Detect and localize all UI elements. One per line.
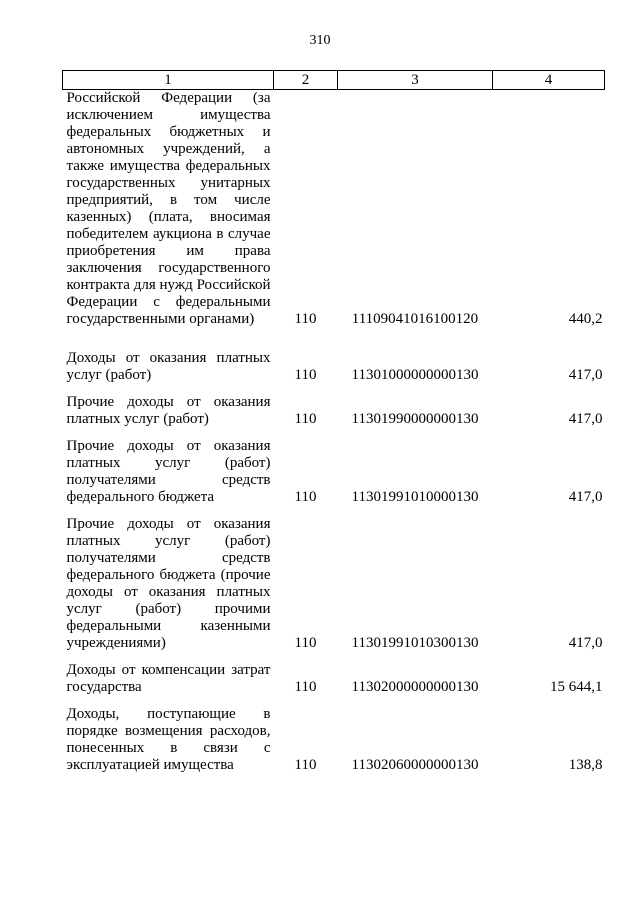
budget-table <box>62 70 605 774</box>
table-row <box>63 706 605 774</box>
column-header: 1 <box>63 71 274 90</box>
row-admin-code: 110 <box>294 411 317 427</box>
row-admin-code: 110 <box>294 757 317 773</box>
table-row <box>63 350 605 384</box>
column-header: 4 <box>493 71 605 90</box>
row-description: Российской Федерации (за исключением имущества федеральных бюджетных и автономных учреждений, а также имущества федеральных государственных унитарных предприятий, в том числе казенных) (плата, вносимая победителем аукциона в случае приобретения им права заключения государственного контракта для нужд Российской Федерации с федеральными государственными органами) <box>66 90 271 327</box>
table-row <box>63 516 605 652</box>
column-header: 3 <box>338 71 493 90</box>
row-amount: 15 644,1 <box>550 679 603 695</box>
row-budget-code: 11301991010000130 <box>351 489 479 505</box>
row-amount: 440,2 <box>568 311 603 327</box>
row-amount: 417,0 <box>568 635 603 651</box>
table-row <box>63 662 605 696</box>
row-amount: 138,8 <box>568 757 603 773</box>
row-description: Доходы, поступающие в порядке возмещения расходов, понесенных в связи с эксплуатацией имущества <box>66 706 271 773</box>
row-amount: 417,0 <box>568 411 603 427</box>
table-row <box>63 90 605 329</box>
row-budget-code: 11301990000000130 <box>351 411 479 427</box>
column-header: 2 <box>274 71 338 90</box>
table-row <box>63 394 605 428</box>
row-budget-code: 11109041016100120 <box>351 311 479 327</box>
row-admin-code: 110 <box>294 367 317 383</box>
row-admin-code: 110 <box>294 679 317 695</box>
row-budget-code: 11302060000000130 <box>351 757 479 773</box>
page-number: 310 <box>309 33 331 48</box>
table-header <box>63 71 605 90</box>
row-amount: 417,0 <box>568 367 603 383</box>
row-amount: 417,0 <box>568 489 603 505</box>
row-description: Прочие доходы от оказания платных услуг (работ) <box>66 394 271 427</box>
row-budget-code: 11301991010300130 <box>351 635 479 651</box>
row-budget-code: 11301000000000130 <box>351 367 479 383</box>
row-description: Прочие доходы от оказания платных услуг (работ) получателями средств федерального бюджета <box>66 438 271 505</box>
table-row <box>63 438 605 506</box>
row-admin-code: 110 <box>294 635 317 651</box>
row-description: Доходы от оказания платных услуг (работ) <box>66 350 271 383</box>
row-admin-code: 110 <box>294 311 317 327</box>
row-admin-code: 110 <box>294 489 317 505</box>
row-description: Прочие доходы от оказания платных услуг (работ) получателями средств федерального бюджета (прочие доходы от оказания платных услуг (работ) прочими федеральными казенными учреждениями) <box>66 516 271 651</box>
row-budget-code: 11302000000000130 <box>351 679 479 695</box>
row-description: Доходы от компенсации затрат государства <box>66 662 271 695</box>
